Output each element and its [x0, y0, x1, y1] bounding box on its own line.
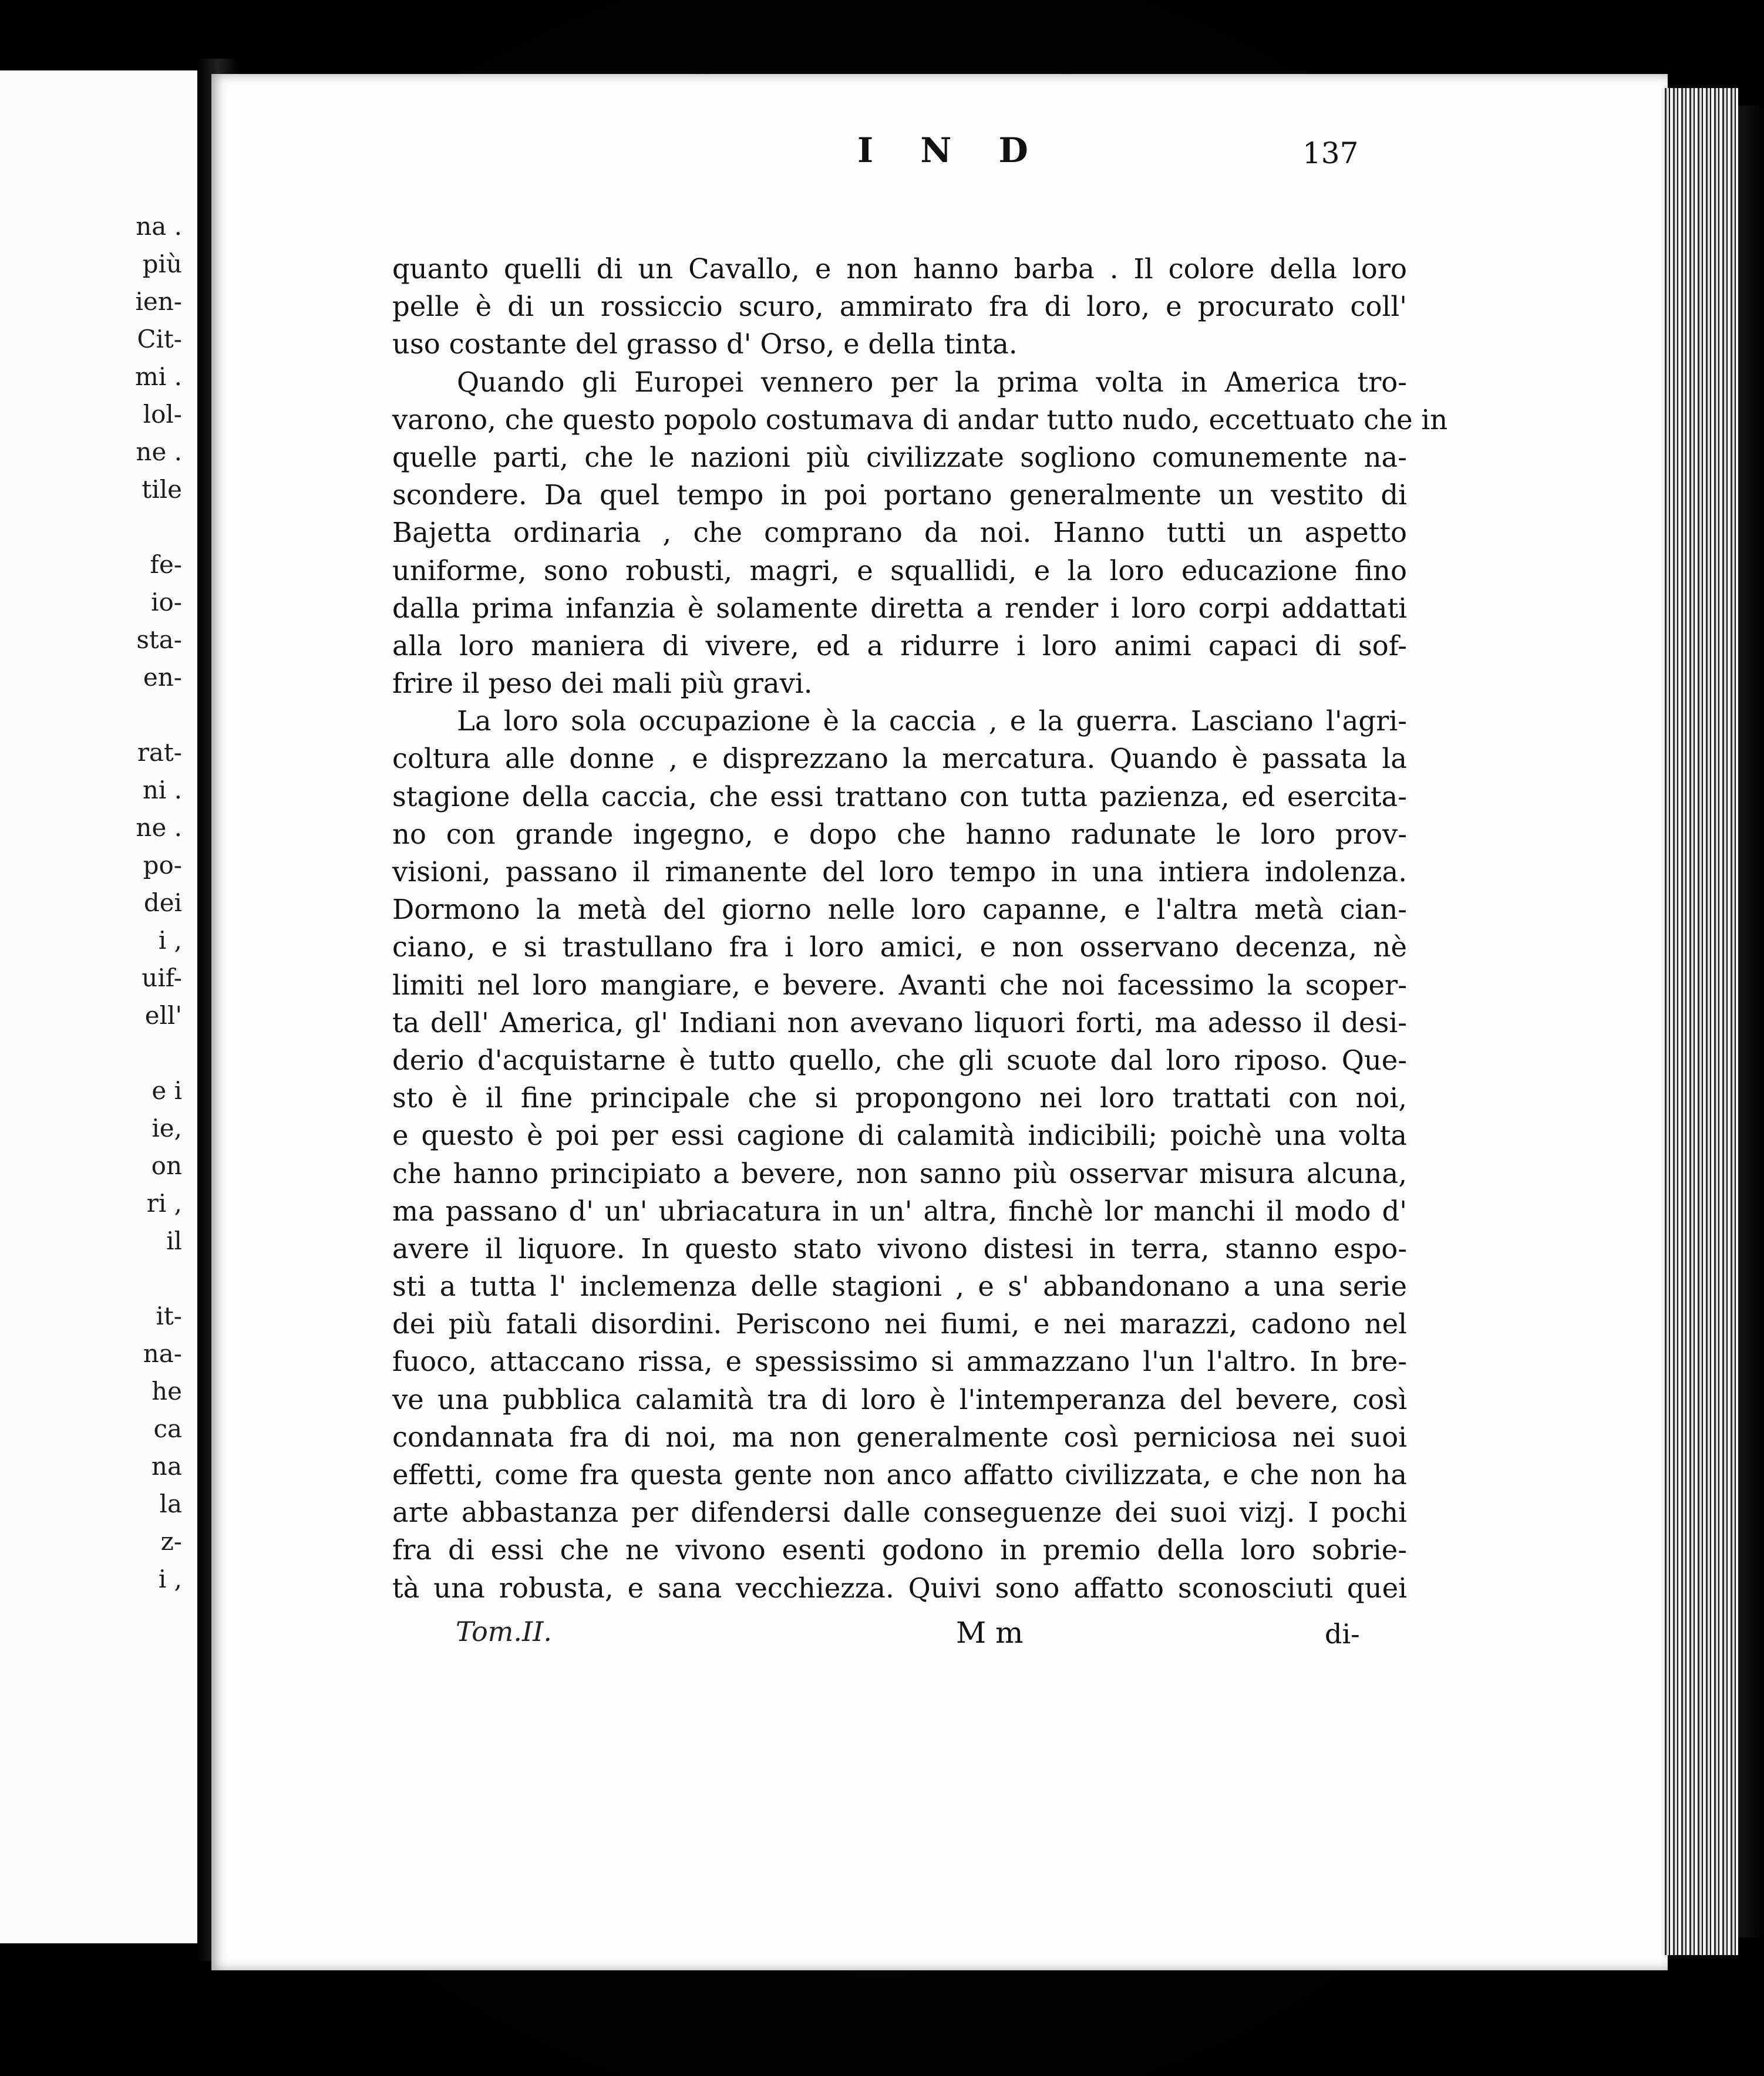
left-page-fragment: la — [159, 1489, 182, 1518]
text-line: uso costante del grasso d' Orso, e della tinta. — [392, 328, 1018, 360]
left-page-fragment: fe- — [150, 550, 182, 579]
left-page-fragment: po- — [143, 851, 182, 879]
left-page-fragment: ca — [153, 1414, 182, 1443]
gathering-mark: M m — [956, 1616, 1024, 1650]
text-line: ciano, e si trastullano fra i loro amici, e non osservano decenza, nè — [392, 931, 1407, 963]
text-line: stagione della caccia, che essi trattano con tutta pazienza, ed esercita- — [392, 780, 1407, 813]
text-line: visioni, passano il rimanente del loro tempo in una intiera indolenza. — [392, 856, 1407, 888]
text-line: fuoco, attaccano rissa, e spessissimo si ammazzano l'un l'altro. In bre- — [392, 1346, 1407, 1378]
left-page-fragment: ell' — [144, 1001, 182, 1030]
text-line: sto è il fine principale che si propongono nei loro trattati con noi, — [392, 1082, 1407, 1114]
text-line: La loro sola occupazione è la caccia , e la guerra. Lasciano l'agri- — [457, 705, 1407, 737]
text-line: Bajetta ordinaria , che comprano da noi. Hanno tutti un aspetto — [392, 517, 1407, 549]
text-line: tà una robusta, e sana vecchiezza. Quivi sono affatto sconosciuti quei — [392, 1572, 1407, 1604]
text-line: frire il peso dei mali più gravi. — [392, 668, 813, 700]
left-page-fragment: on — [151, 1151, 182, 1180]
left-page-fragment: più — [142, 250, 182, 278]
text-line: ma passano d' un' ubriacatura in un' altra, finchè lor manchi il modo d' — [392, 1195, 1407, 1227]
left-page-fragment: Cit- — [137, 325, 182, 353]
left-page-fragment: na — [151, 1452, 182, 1481]
left-page-fragment: io- — [151, 588, 182, 616]
text-line: dei più fatali disordini. Periscono nei fiumi, e nei marazzi, cadono nel — [392, 1308, 1407, 1340]
text-line: varono, che questo popolo costumava di andar tutto nudo, eccettuato che in — [392, 403, 1448, 436]
text-line: uniforme, sono robusti, magri, e squallidi, e la loro educazione fino — [392, 554, 1407, 587]
left-page-fragment: z- — [160, 1527, 182, 1556]
text-line: ta dell' America, gl' Indiani non avevano liquori forti, ma adesso il desi- — [392, 1006, 1407, 1039]
left-page-fragment: lol- — [143, 400, 182, 429]
left-page-fragment: ie, — [152, 1114, 182, 1143]
text-line: che hanno principiato a bevere, non sanno più osservar misura alcuna, — [392, 1157, 1407, 1189]
left-page-fragment: he — [152, 1377, 182, 1406]
left-page-fragment: dei — [143, 888, 182, 917]
signature-mark: Tom.II. — [456, 1616, 553, 1647]
text-line: scondere. Da quel tempo in poi portano generalmente un vestito di — [392, 479, 1407, 511]
left-page-fragment: uif- — [142, 963, 182, 992]
left-page-fragment: il — [166, 1226, 182, 1255]
left-page-fragment: ne . — [136, 813, 182, 842]
text-line: e questo è poi per essi cagione di calamità indicibili; poichè una volta — [392, 1120, 1407, 1152]
text-line: dalla prima infanzia è solamente diretta a render i loro corpi addattati — [392, 592, 1407, 624]
left-page-fragment: ri , — [146, 1189, 182, 1218]
left-page-fragment: rat- — [137, 738, 182, 767]
left-page-fragment: ien- — [135, 287, 182, 316]
text-line: arte abbastanza per difendersi dalle conseguenze dei suoi vizj. I pochi — [392, 1497, 1407, 1529]
book-edge-shadow — [1738, 106, 1764, 1937]
left-page-fragment: na- — [143, 1339, 182, 1368]
left-page-fragment: ni . — [142, 776, 182, 804]
left-page-fragment: en- — [143, 663, 182, 692]
text-line: derio d'acquistarne è tutto quello, che gli scuote dal loro riposo. Que- — [392, 1044, 1407, 1076]
left-facing-page — [0, 70, 201, 1943]
text-line: sti a tutta l' inclemenza delle stagioni , e s' abbandonano a una serie — [392, 1270, 1407, 1303]
text-line: effetti, come fra questa gente non anco affatto civilizzata, e che non ha — [392, 1459, 1407, 1491]
running-head: I N D — [857, 130, 1046, 170]
left-page-fragment: tile — [142, 475, 182, 504]
text-line: coltura alle donne , e disprezzano la mercatura. Quando è passata la — [392, 743, 1407, 775]
text-line: Dormono la metà del giorno nelle loro capanne, e l'altra metà cian- — [392, 894, 1407, 926]
text-line: avere il liquore. In questo stato vivono distesi in terra, stanno espo- — [392, 1232, 1407, 1265]
left-page-fragment: na . — [136, 212, 182, 241]
catchword: di- — [1325, 1618, 1360, 1650]
left-page-fragment: mi . — [135, 362, 182, 391]
page-number: 137 — [1302, 136, 1359, 170]
left-page-fragment: e i — [152, 1076, 182, 1105]
text-line: pelle è di un rossiccio scuro, ammirato fra di loro, e procurato coll' — [392, 291, 1407, 323]
text-line: no con grande ingegno, e dopo che hanno radunate le loro prov- — [392, 818, 1407, 850]
text-line: ve una pubblica calamità tra di loro è l'intemperanza del bevere, così — [392, 1383, 1407, 1416]
text-line: alla loro maniera di vivere, ed a ridurre i loro animi capaci di sof- — [392, 629, 1407, 662]
left-page-fragment: it- — [156, 1302, 182, 1330]
page-edges — [1662, 88, 1738, 1955]
text-line: Quando gli Europei vennero per la prima volta in America tro- — [457, 366, 1407, 398]
text-line: limiti nel loro mangiare, e bevere. Avanti che noi facessimo la scoper- — [392, 969, 1407, 1001]
text-line: condannata fra di noi, ma non generalmente così perniciosa nei suoi — [392, 1421, 1407, 1453]
left-page-fragment: ne . — [136, 437, 182, 466]
text-line: fra di essi che ne vivono esenti godono in premio della loro sobrie- — [392, 1534, 1407, 1566]
body-text — [392, 250, 1448, 1607]
text-line: quelle parti, che le nazioni più civilizzate sogliono comunemente na- — [392, 441, 1407, 473]
left-page-fragment: i , — [158, 1565, 182, 1593]
left-page-fragment: i , — [158, 926, 182, 955]
text-line: quanto quelli di un Cavallo, e non hanno barba . Il colore della loro — [392, 253, 1407, 285]
left-page-fragment: sta- — [136, 625, 182, 654]
